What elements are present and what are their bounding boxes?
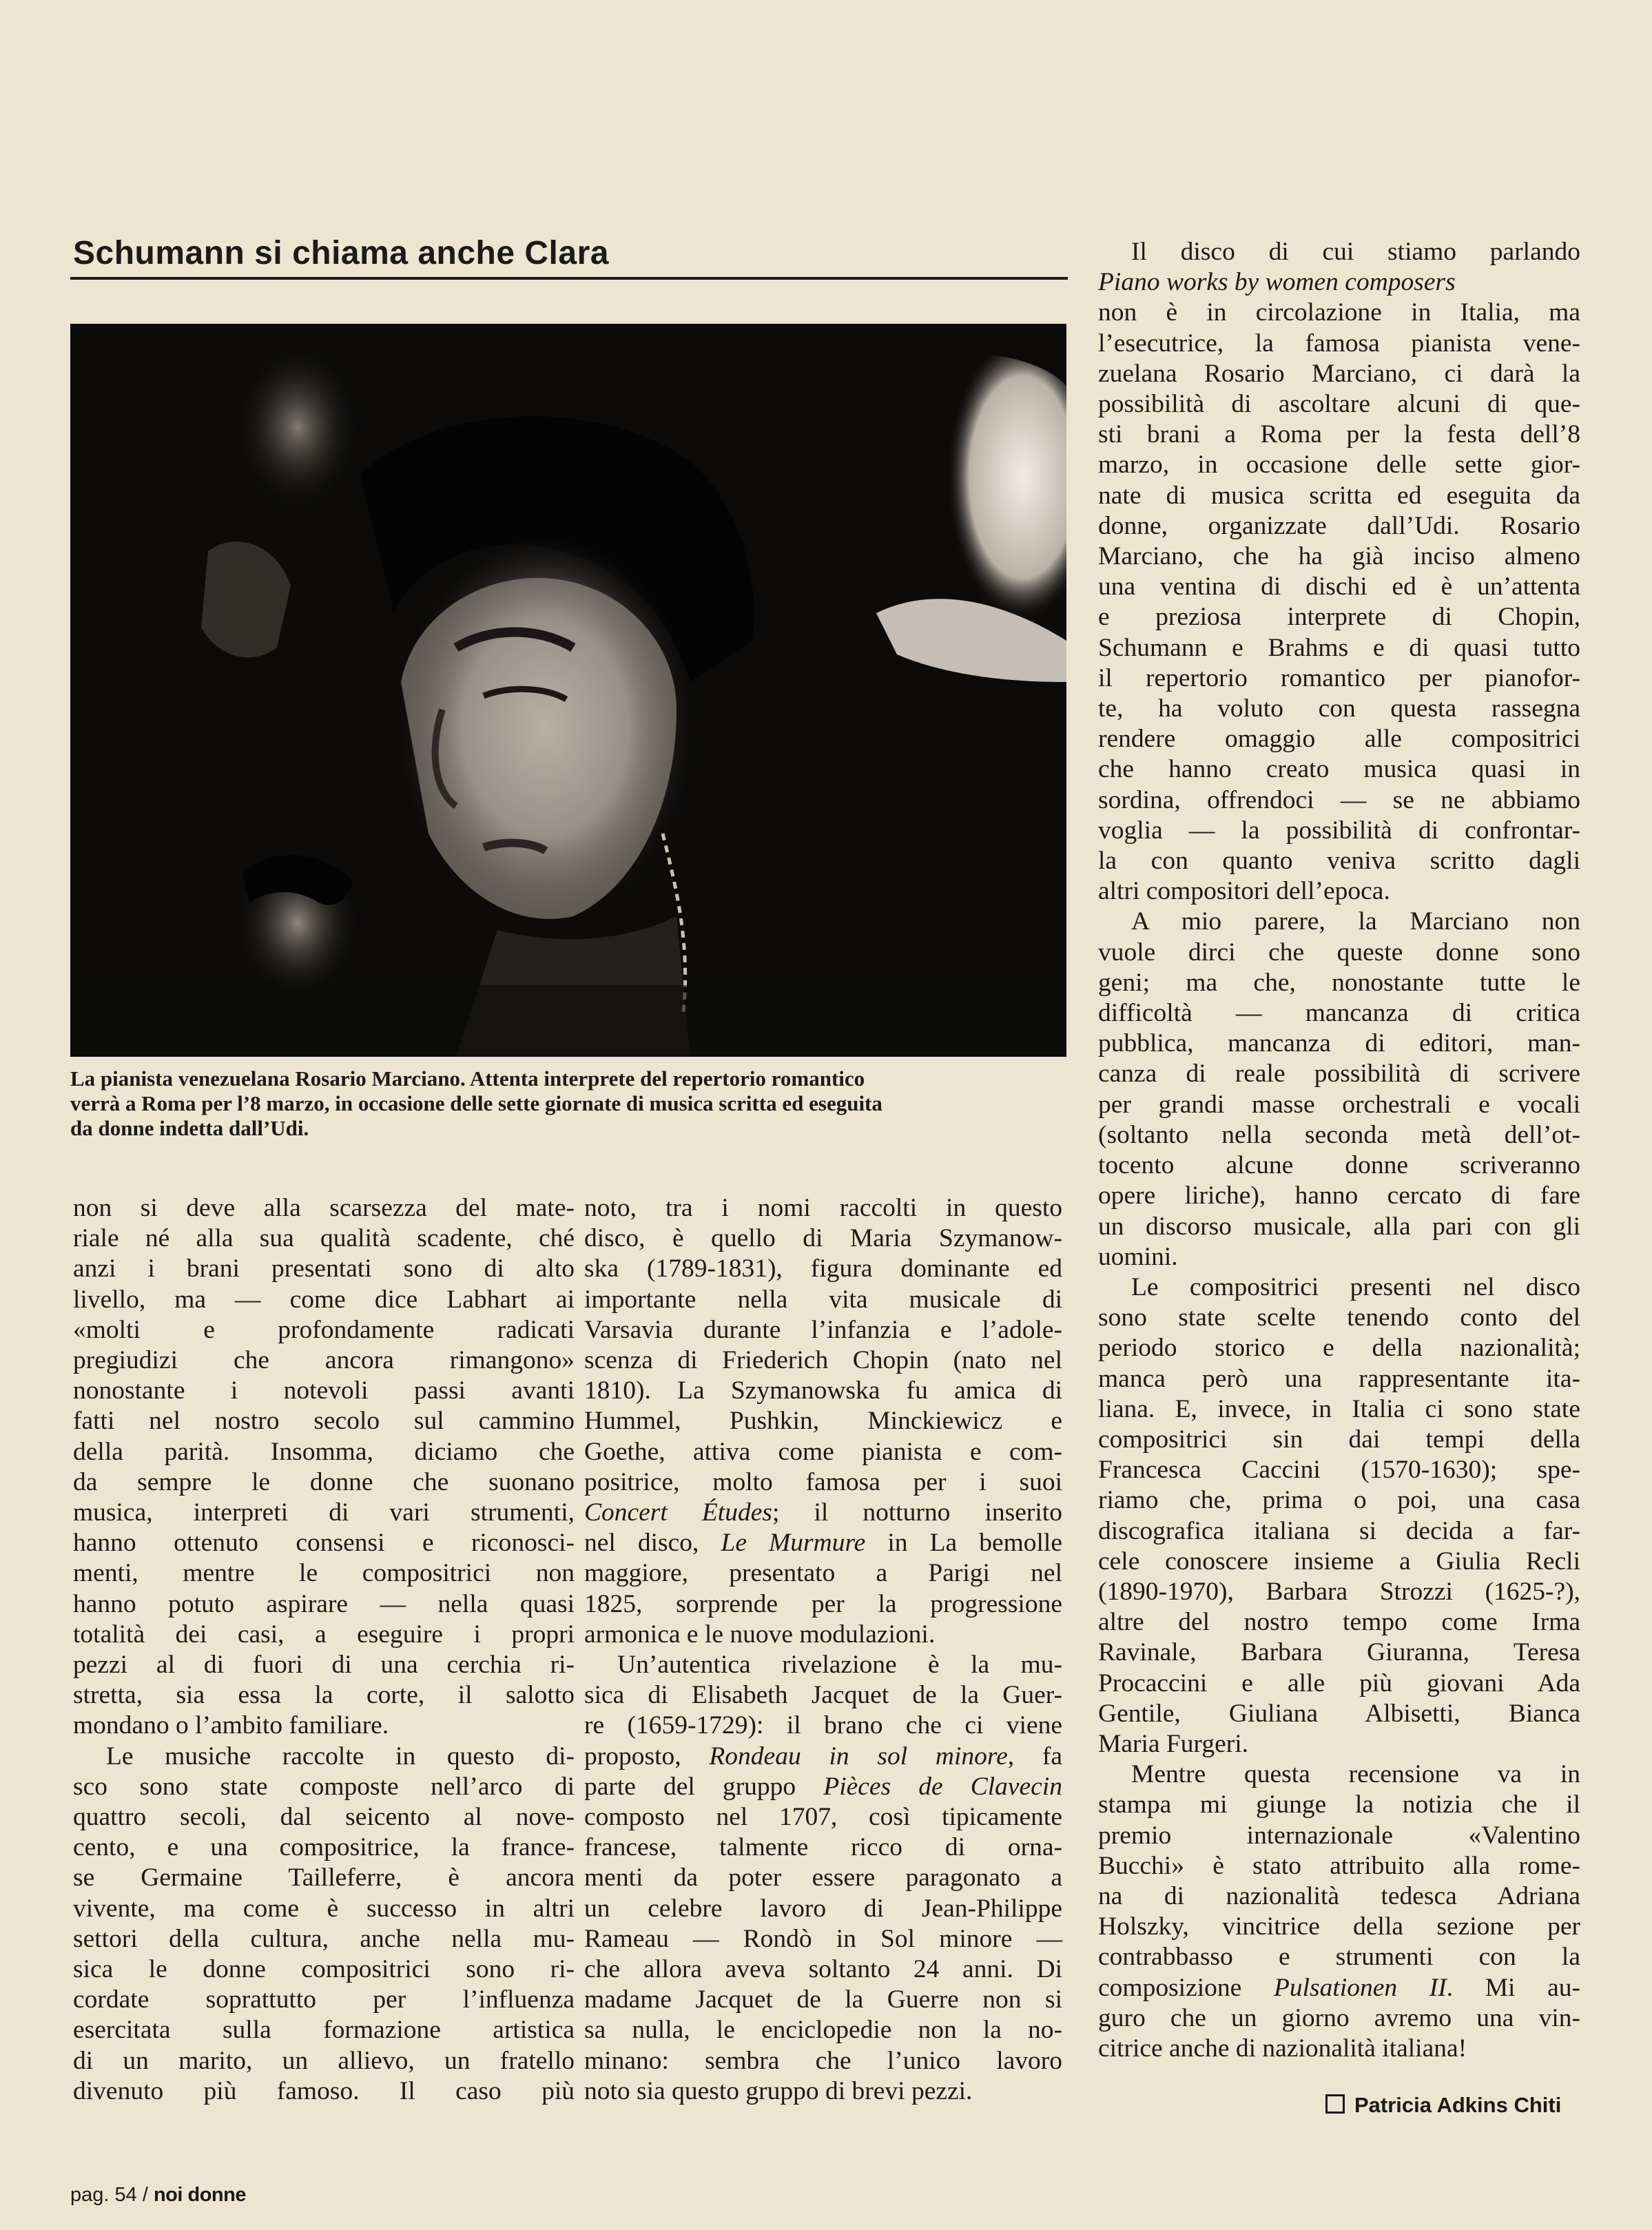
text-line: hanno ottenuto consensi e riconosci- [73,1529,575,1558]
text-line: voglia — la possibilità di confrontar- [1098,816,1580,845]
text-line [1098,1973,1580,2003]
text-line: sa nulla, le enciclopedie non la no- [584,2016,1062,2045]
italic-title: Pulsationen II [1273,1973,1447,2002]
text-line: vuole dirci che queste donne sono [1098,938,1580,967]
text-line: un celebre lavoro di Jean-Philippe [584,1894,1062,1923]
text-line: nonostante i notevoli passi avanti [73,1376,575,1405]
text-line: e preziosa interprete di Chopin, [1098,603,1580,632]
text-line: Schumann e Brahms e di quasi tutto [1098,633,1580,662]
text-line: non si deve alla scarsezza del mate- [73,1194,575,1222]
text-line: importante nella vita musicale di [584,1285,1062,1314]
text-line: vivente, ma come è successo in altri [73,1894,575,1923]
text-line: che allora aveva soltanto 24 anni. Di [584,1955,1062,1984]
caption-line: La pianista venezuelana Rosario Marciano. Attenta interprete del repertorio romantico [70,1066,865,1091]
text-line [584,1528,1062,1558]
text-line: Il disco di cui stiamo parlando [1131,238,1580,266]
text-line: 1810). La Szymanowska fu amica di [584,1376,1062,1405]
page-number: pag. 54 [70,2184,137,2206]
text-line: scenza di Friederich Chopin (nato nel [584,1346,1062,1375]
text-line: re (1659-1729): il brano che ci viene [584,1711,1062,1740]
text-line: opere liriche), hanno cercato di fare [1098,1181,1580,1210]
text-line: Rameau — Rondò in Sol minore — [584,1924,1062,1953]
text-line: Gentile, Giuliana Albisetti, Bianca [1098,1699,1580,1728]
text-line: sordina, offrendoci — se ne abbiamo [1098,785,1580,814]
text-fragment: composizione [1098,1973,1242,2002]
column-left [73,1193,575,2107]
text-line: liana. E, invece, in Italia ci sono state [1098,1394,1580,1423]
text-line: te, ha voluto con questa rassegna [1098,694,1580,723]
text-line: pubblica, mancanza di editori, man- [1098,1029,1580,1058]
text-line: che hanno creato musica quasi in [1098,755,1580,784]
text-line: per grandi masse orchestrali e vocali [1098,1090,1580,1119]
text-line: ska (1789-1831), figura dominante ed [584,1255,1062,1283]
text-line: Goethe, attiva come pianista e com- [584,1437,1062,1466]
text-line: cordate soprattutto per l’influenza [73,1985,575,2014]
text-line: zuelana Rosario Marciano, ci darà la [1098,359,1580,388]
magazine-name: noi donne [153,2184,246,2206]
square-bullet-icon [1325,2094,1345,2114]
text-line: «molti e profondamente radicati [73,1315,575,1344]
text-fragment: ; il notturno inserito [772,1498,1062,1527]
text-fragment: in La bemolle [887,1529,1062,1558]
text-line: Un’autentica rivelazione è la mu- [617,1651,1062,1680]
text-line [584,1772,1062,1802]
text-line: na di nazionalità tedesca Adriana [1098,1881,1580,1910]
text-line: (1890-1970), Barbara Strozzi (1625-?), [1098,1577,1580,1606]
text-line [1098,267,1580,298]
text-line: Maria Furgeri. [1098,1729,1249,1758]
page-footer [70,2184,246,2207]
text-line: geni; ma che, nonostante tutte le [1098,968,1580,997]
column-right [1098,237,1580,2064]
italic-title: Piano works by women composers [1098,268,1456,297]
text-line: una ventina di dischi ed è un’attenta [1098,572,1580,601]
photo-caption [70,1066,1069,1141]
text-fragment: , fa [1007,1742,1063,1770]
text-line: settori della cultura, anche nella mu- [73,1924,575,1953]
text-line: minano: sembra che l’unico lavoro [584,2046,1062,2075]
footer-separator: / [142,2184,148,2206]
text-line: Varsavia durante l’infanzia e l’adole- [584,1315,1062,1344]
caption-line: da donne indetta dall’Udi. [70,1116,309,1140]
text-line: mondano o l’ambito familiare. [73,1711,389,1740]
text-line: divenuto più famoso. Il caso più [73,2076,575,2105]
text-line: quattro secoli, dal seicento al nove- [73,1803,575,1832]
text-line: la con quanto veniva scritto dagli [1098,847,1580,876]
text-line: noto sia questo gruppo di brevi pezzi. [584,2076,973,2105]
text-line: 1825, sorprende per la progressione [584,1589,1062,1618]
text-fragment: nel disco, [584,1529,699,1558]
headline-rule [70,277,1068,280]
text-line: marzo, in occasione delle sette gior- [1098,451,1580,479]
column-middle [584,1193,1062,2107]
text-line: uomini. [1098,1242,1178,1271]
text-line: guro che un giorno avremo una vin- [1098,2003,1580,2032]
text-line: totalità dei casi, a eseguire i propri [73,1620,575,1649]
text-line: riamo che, prima o poi, una casa [1098,1486,1580,1515]
text-line: premio internazionale «Valentino [1098,1821,1580,1850]
text-line: Francesca Caccini (1570-1630); spe- [1098,1456,1580,1485]
text-line: Procaccini e alle più giovani Ada [1098,1669,1580,1697]
text-line: di un marito, un allievo, un fratello [73,2046,575,2075]
text-line: periodo storico e della nazionalità; [1098,1334,1580,1363]
text-line: Hummel, Pushkin, Minckiewicz e [584,1407,1062,1436]
portrait-photo [70,324,1066,1057]
text-line: maggiore, presentato a Parigi nel [584,1559,1062,1588]
text-line: Le compositrici presenti nel disco [1131,1272,1580,1301]
text-line: nate di musica scritta ed eseguita da [1098,481,1580,510]
text-line: donne, organizzate dall’Udi. Rosario [1098,511,1580,540]
text-line: Le musiche raccolte in questo di- [106,1742,575,1770]
text-line: citrice anche di nazionalità italiana! [1098,2034,1467,2063]
italic-title: Rondeau in sol minore [709,1742,1008,1770]
text-line: menti da poter essere paragonato a [584,1864,1062,1892]
text-fragment: proposto, [584,1742,681,1770]
text-line [584,1498,1062,1528]
text-line: esercitata sulla formazione artistica [73,2016,575,2045]
text-line: fatti nel nostro secolo sul cammino [73,1407,575,1436]
text-line: francese, talmente ricco di orna- [584,1833,1062,1862]
text-line: l’esecutrice, la famosa pianista vene- [1098,329,1580,358]
caption-line: verrà a Roma per l’8 marzo, in occasione delle sette giornate di musica scritta ed eseguita [70,1091,882,1115]
text-line: da sempre le donne che suonano [73,1467,575,1496]
text-line: sco sono state composte nell’arco di [73,1772,575,1801]
text-line: disco, è quello di Maria Szymanow- [584,1224,1062,1253]
text-line: difficoltà — mancanza di critica [1098,999,1580,1028]
text-line: sica di Elisabeth Jacquet de la Guer- [584,1681,1062,1710]
text-line: riale né alla sua qualità scadente, ché [73,1224,575,1253]
text-line: rendere omaggio alle compositrici [1098,725,1580,754]
text-line: madame Jacquet de la Guerre non si [584,1985,1062,2014]
italic-title: Le Murmure [721,1529,866,1558]
text-line: stretta, sia essa la corte, il salotto [73,1681,575,1710]
text-line: altre del nostro tempo come Irma [1098,1608,1580,1637]
text-fragment: . Mi au- [1446,1973,1580,2002]
text-line: cele conoscere insieme a Giulia Recli [1098,1547,1580,1576]
text-line: A mio parere, la Marciano non [1131,907,1580,936]
article-headline: Schumann si chiama anche Clara [73,235,609,271]
italic-title: Pièces de Clavecin [823,1772,1062,1801]
text-line: anzi i brani presentati sono di alto [73,1255,575,1283]
text-line: discografica italiana si decida a far- [1098,1516,1580,1545]
text-line: composto nel 1707, così tipicamente [584,1803,1062,1832]
text-line: Mentre questa recensione va in [1131,1760,1580,1789]
text-line: musica, interpreti di vari strumenti, [73,1498,575,1527]
text-line: canza di reale possibilità di scrivere [1098,1060,1580,1088]
text-line: un discorso musicale, alla pari con gli [1098,1212,1580,1241]
text-line: livello, ma — come dice Labhart ai [73,1285,575,1314]
text-line: se Germaine Tailleferre, è ancora [73,1864,575,1892]
author-signature [1325,2093,1561,2118]
text-line: il repertorio romantico per pianofor- [1098,663,1580,692]
text-line: Marciano, che ha già inciso almeno [1098,542,1580,571]
text-line: compositrici sin dai tempi della [1098,1425,1580,1454]
text-line: positrice, molto famosa per i suoi [584,1467,1062,1496]
text-line: sti brani a Roma per la festa dell’8 [1098,420,1580,449]
italic-title: Concert Études [584,1498,772,1527]
text-line: armonica e le nuove modulazioni. [584,1620,936,1649]
text-line: cento, e una compositrice, la france- [73,1833,575,1862]
text-line: (soltanto nella seconda metà dell’ot- [1098,1120,1580,1149]
text-line: Ravinale, Barbara Giuranna, Teresa [1098,1638,1580,1667]
text-line: non è in circolazione in Italia, ma [1098,298,1580,327]
text-line: pezzi al di fuori di una cerchia ri- [73,1651,575,1680]
text-line: Bucchi» è stato attribuito alla rome- [1098,1851,1580,1880]
text-line [584,1742,1062,1772]
text-line: altri compositori dell’epoca. [1098,877,1390,906]
text-line: hanno potuto aspirare — nella quasi [73,1589,575,1618]
text-line: sica le donne compositrici sono ri- [73,1955,575,1984]
text-line: pregiudizi che ancora rimangono» [73,1346,575,1375]
text-line: tocento alcune donne scriveranno [1098,1151,1580,1180]
text-line: della parità. Insomma, diciamo che [73,1437,575,1466]
text-fragment: parte del gruppo [584,1772,796,1801]
text-line: menti, mentre le compositrici non [73,1559,575,1588]
text-line: stampa mi giunge la notizia che il [1098,1790,1580,1819]
text-line: sono state scelte tenendo conto del [1098,1303,1580,1332]
text-line: possibilità di ascoltare alcuni di que- [1098,390,1580,419]
text-line: Holszky, vincitrice della sezione per [1098,1912,1580,1941]
author-name: Patricia Adkins Chiti [1354,2093,1562,2117]
portrait-photo-graphic [70,324,1066,1057]
text-line: noto, tra i nomi raccolti in questo [584,1194,1062,1222]
text-line: contrabbasso e strumenti con la [1098,1943,1580,1972]
text-line: manca però una rappresentante ita- [1098,1364,1580,1393]
